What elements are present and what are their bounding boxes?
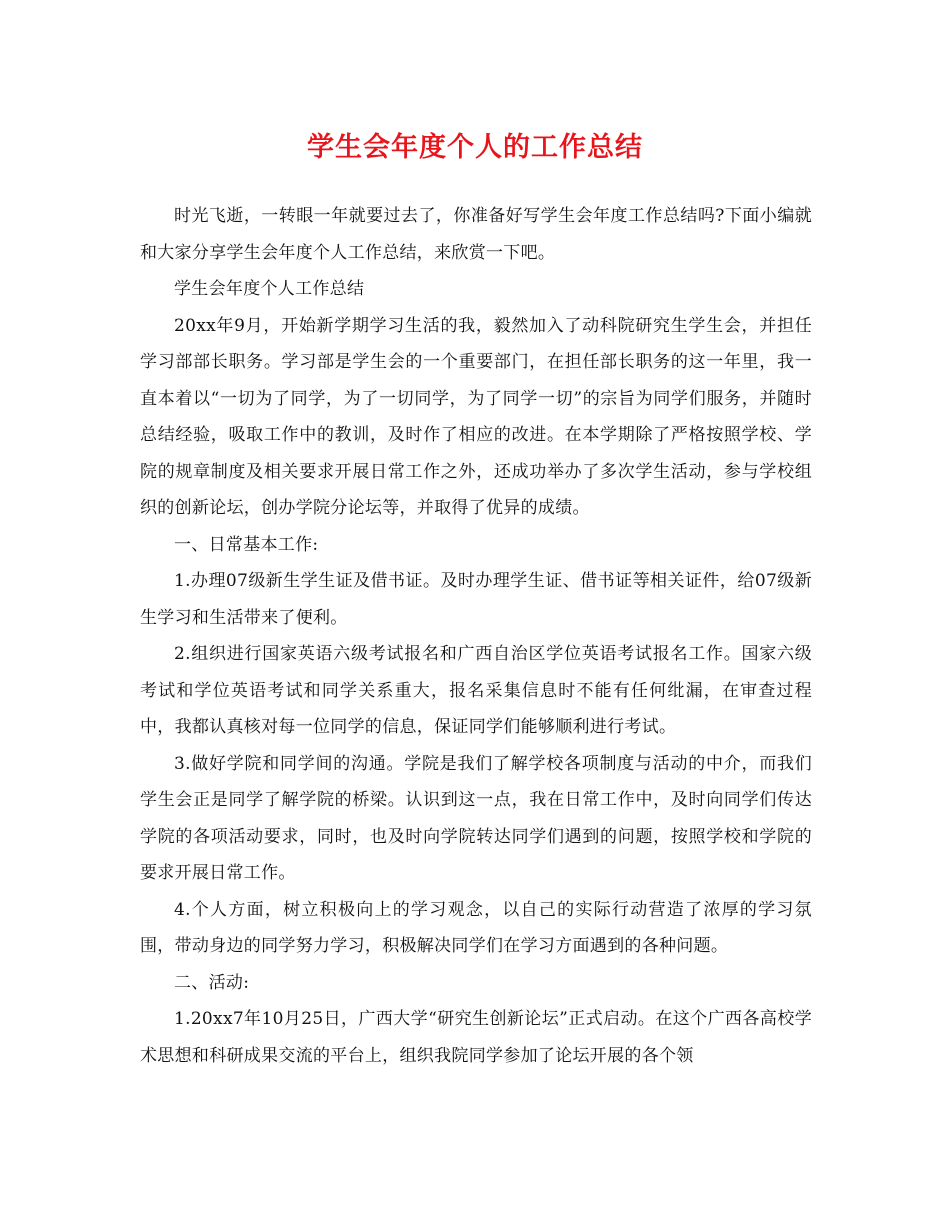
document-title: 学生会年度个人的工作总结 (307, 132, 643, 163)
daily-work-item-3: 3.做好学院和同学间的沟通。学院是我们了解学校各项制度与活动的中介，而我们学生会正是同学了解学院的桥梁。认识到这一点，我在日常工作中，及时向同学们传达学院的各项活动要求，同时，也及时向学院转达同学们遇到的问题，按照学校和学院的要求开展日常工作。 (140, 753, 812, 883)
document-body (140, 198, 812, 1074)
intro-paragraph: 时光飞逝，一转眼一年就要过去了，你准备好写学生会年度工作总结吗?下面小编就和大家分享学生会年度个人工作总结，来欣赏一下吧。 (140, 206, 812, 263)
daily-work-item-1: 1.办理07级新生学生证及借书证。及时办理学生证、借书证等相关证件，给07级新生学习和生活带来了便利。 (140, 571, 812, 628)
section-heading-daily-work: 一、日常基本工作: (174, 534, 319, 555)
activities-item-1: 1.20xx7年10月25日，广西大学“研究生创新论坛”正式启动。在这个广西各高校学术思想和科研成果交流的平台上，组织我院同学参加了论坛开展的各个领 (140, 1009, 812, 1066)
overview-paragraph: 20xx年9月，开始新学期学习生活的我，毅然加入了动科院研究生学生会，并担任学习部部长职务。学习部是学生会的一个重要部门，在担任部长职务的这一年里，我一直本着以“一切为了同学，为了一切同学，为了同学一切”的宗旨为同学们服务，并随时总结经验，吸取工作中的教训，及时作了相应的改进。在本学期除了严格按照学校、学院的规章制度及相关要求开展日常工作之外，还成功举办了多次学生活动，参与学校组织的创新论坛，创办学院分论坛等，并取得了优异的成绩。 (140, 315, 812, 518)
section-heading-activities: 二、活动: (174, 972, 250, 993)
daily-work-item-2: 2.组织进行国家英语六级考试报名和广西自治区学位英语考试报名工作。国家六级考试和学位英语考试和同学关系重大，报名采集信息时不能有任何纰漏，在审查过程中，我都认真核对每一位同学的信息，保证同学们能够顺利进行考试。 (140, 644, 812, 737)
subtitle-paragraph: 学生会年度个人工作总结 (174, 279, 365, 299)
daily-work-item-4: 4.个人方面，树立积极向上的学习观念，以自己的实际行动营造了浓厚的学习氛围，带动身边的同学努力学习，积极解决同学们在学习方面遇到的各种问题。 (140, 899, 812, 956)
